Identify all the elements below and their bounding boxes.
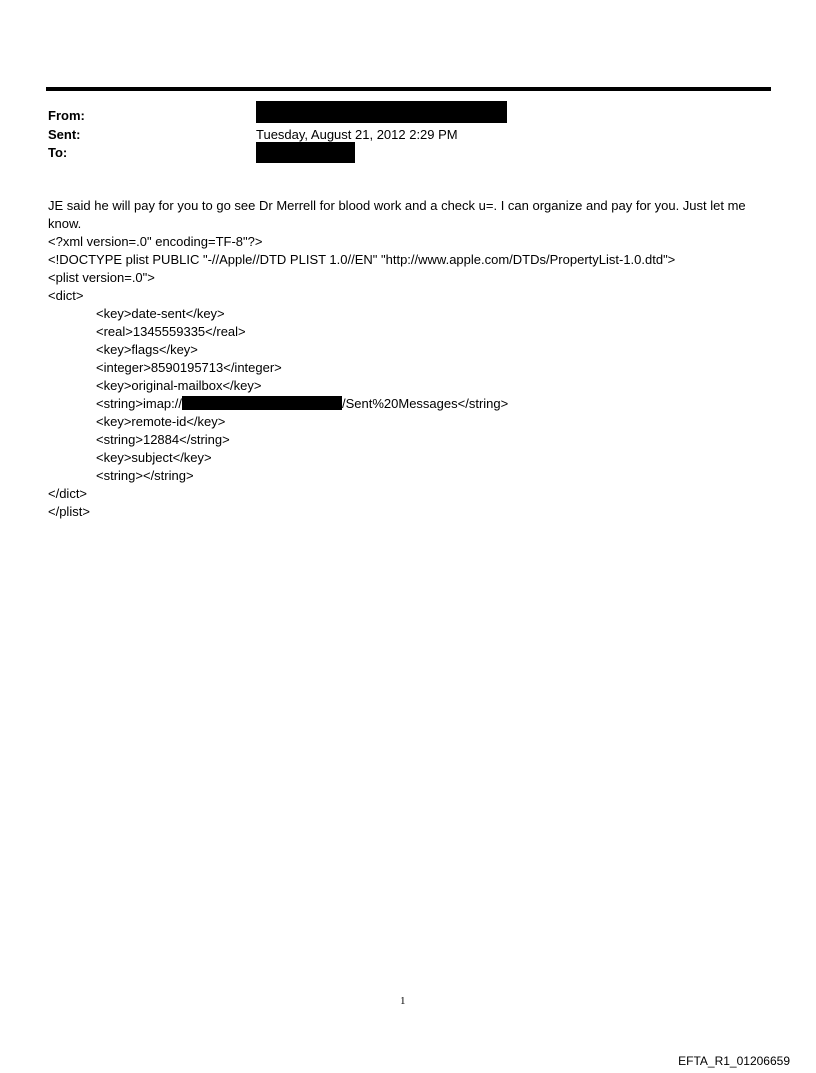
to-label: To:: [48, 145, 68, 160]
key-subject: <key>subject</key>: [96, 450, 212, 465]
key-remote-id: <key>remote-id</key>: [96, 414, 226, 429]
dict-open: <dict>: [48, 288, 84, 303]
from-row: [48, 107, 768, 126]
sent-value: Tuesday, August 21, 2012 2:29 PM: [256, 126, 458, 142]
page-number: 1: [400, 995, 406, 1007]
subject-value: <string></string>: [96, 468, 194, 483]
key-flags: <key>flags</key>: [96, 342, 198, 357]
mailbox-prefix: <string>imap://: [96, 396, 182, 411]
email-header: [48, 107, 768, 163]
remote-id-value: <string>12884</string>: [96, 432, 230, 447]
real-value: <real>1345559335</real>: [96, 324, 246, 339]
email-body: [48, 197, 774, 521]
plist-open: <plist version=.0">: [48, 270, 155, 285]
to-redaction: [256, 142, 355, 163]
header-rule: [46, 87, 771, 91]
xml-declaration: <?xml version=.0" encoding=TF-8"?>: [48, 234, 263, 249]
key-original-mailbox: <key>original-mailbox</key>: [96, 378, 262, 393]
plist-close: </plist>: [48, 504, 90, 519]
sent-row: [48, 126, 768, 145]
mailbox-suffix: /Sent%20Messages</string>: [342, 396, 509, 411]
from-redaction: [256, 101, 507, 123]
sent-label: Sent:: [48, 126, 81, 142]
integer-value: <integer>8590195713</integer>: [96, 360, 282, 375]
to-row: [48, 144, 768, 163]
mailbox-string-line: [48, 395, 774, 413]
from-label: From:: [48, 108, 85, 123]
doctype-line: <!DOCTYPE plist PUBLIC "-//Apple//DTD PLIST 1.0//EN" "http://www.apple.com/DTDs/PropertyList-1.0.dtd">: [48, 252, 676, 267]
document-id: EFTA_R1_01206659: [678, 1054, 790, 1068]
key-date-sent: <key>date-sent</key>: [96, 306, 225, 321]
mailbox-redaction: [182, 396, 342, 410]
dict-close: </dict>: [48, 486, 88, 501]
message-text: JE said he will pay for you to go see Dr Merrell for blood work and a check u=. I can organize and pay for you. Just let me know.: [48, 198, 746, 231]
